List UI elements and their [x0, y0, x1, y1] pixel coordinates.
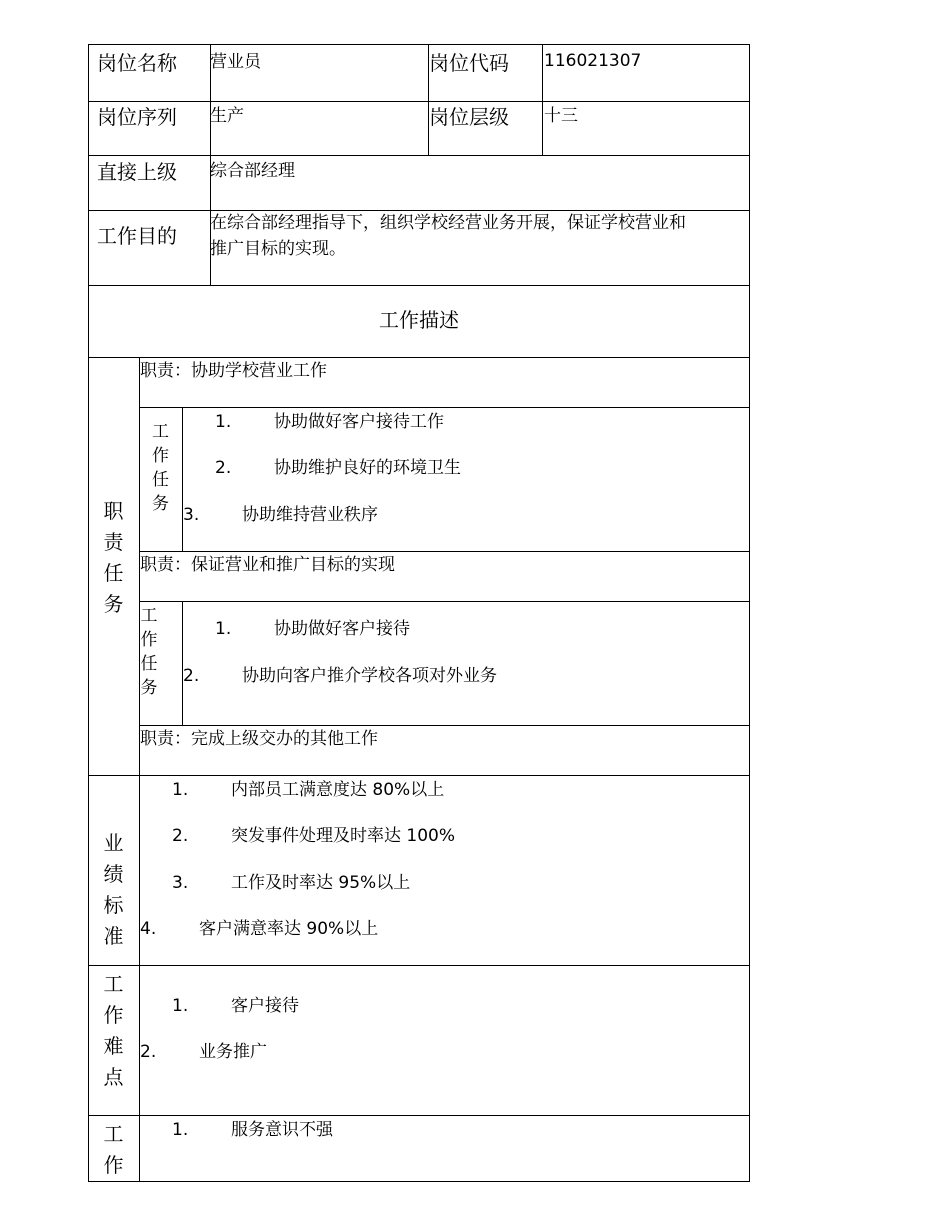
duty-1-task-1-num: 1.: [215, 412, 232, 432]
position-code-label: 岗位代码: [429, 51, 509, 75]
job-description-table: [88, 44, 750, 1182]
table-border-bottom: [88, 1181, 750, 1182]
position-name-value: 营业员: [210, 52, 261, 72]
position-level-label: 岗位层级: [429, 105, 509, 129]
weakness-item-1-num: 1.: [172, 1120, 189, 1140]
duty-1-task-2-text: 协助维护良好的环境卫生: [274, 458, 461, 478]
duty-1-task-label: 工 作 任 务: [152, 422, 169, 514]
position-series-label: 岗位序列: [97, 105, 177, 129]
duty-1-task-3-text: 协助维持营业秩序: [242, 505, 378, 525]
difficulty-item-2-text: 业务推广: [199, 1042, 267, 1062]
performance-item-3-text: 工作及时率达 95%以上: [231, 873, 411, 893]
position-name-label: 岗位名称: [97, 51, 177, 75]
purpose-value-line1: 在综合部经理指导下，组织学校经营业务开展，保证学校营业和: [210, 213, 686, 233]
position-code-value: 116021307: [544, 51, 642, 71]
duty-1-task-1-text: 协助做好客户接待工作: [274, 412, 444, 432]
performance-item-1-text: 内部员工满意度达 80%以上: [231, 780, 445, 800]
position-series-value: 生产: [210, 106, 244, 126]
duty-2-task-1-text: 协助做好客户接待: [274, 619, 410, 639]
duty-2-task-2-num: 2.: [183, 666, 200, 686]
description-title: 工作描述: [379, 308, 459, 332]
purpose-label: 工作目的: [97, 224, 177, 248]
performance-item-4-text: 客户满意率达 90%以上: [199, 919, 379, 939]
duty-2-task-2-text: 协助向客户推介学校各项对外业务: [242, 666, 497, 686]
performance-item-4-num: 4.: [140, 919, 157, 939]
difficulty-item-1-num: 1.: [172, 996, 189, 1016]
performance-item-3-num: 3.: [172, 873, 189, 893]
table-border-right: [749, 44, 750, 1182]
weakness-label: 工 作: [103, 1122, 124, 1177]
performance-item-2-num: 2.: [172, 826, 189, 846]
difficulties-label: 工 作 难 点: [103, 972, 124, 1089]
difficulty-item-1-text: 客户接待: [231, 996, 299, 1016]
duty-2-title: 职责：保证营业和推广目标的实现: [140, 555, 395, 575]
duties-label: 职 责 任 务: [103, 499, 124, 616]
performance-item-1-num: 1.: [172, 780, 189, 800]
difficulty-item-2-num: 2.: [140, 1042, 157, 1062]
duty-1-title: 职责：协助学校营业工作: [140, 361, 327, 381]
superior-value: 综合部经理: [210, 161, 295, 181]
duty-2-task-label: 工 作 任 务: [140, 606, 158, 698]
table-border-top: [88, 44, 750, 45]
position-level-value: 十三: [544, 106, 578, 126]
superior-label: 直接上级: [97, 160, 177, 184]
performance-item-2-text: 突发事件处理及时率达 100%: [231, 826, 456, 846]
duty-2-task-1-num: 1.: [215, 619, 232, 639]
weakness-item-1-text: 服务意识不强: [231, 1120, 333, 1140]
duty-1-task-3-num: 3.: [183, 505, 200, 525]
purpose-value-line2: 推广目标的实现。: [210, 239, 346, 259]
duty-3-title: 职责：完成上级交办的其他工作: [140, 729, 378, 749]
performance-label: 业 绩 标 准: [103, 831, 124, 948]
duty-1-task-2-num: 2.: [215, 458, 232, 478]
